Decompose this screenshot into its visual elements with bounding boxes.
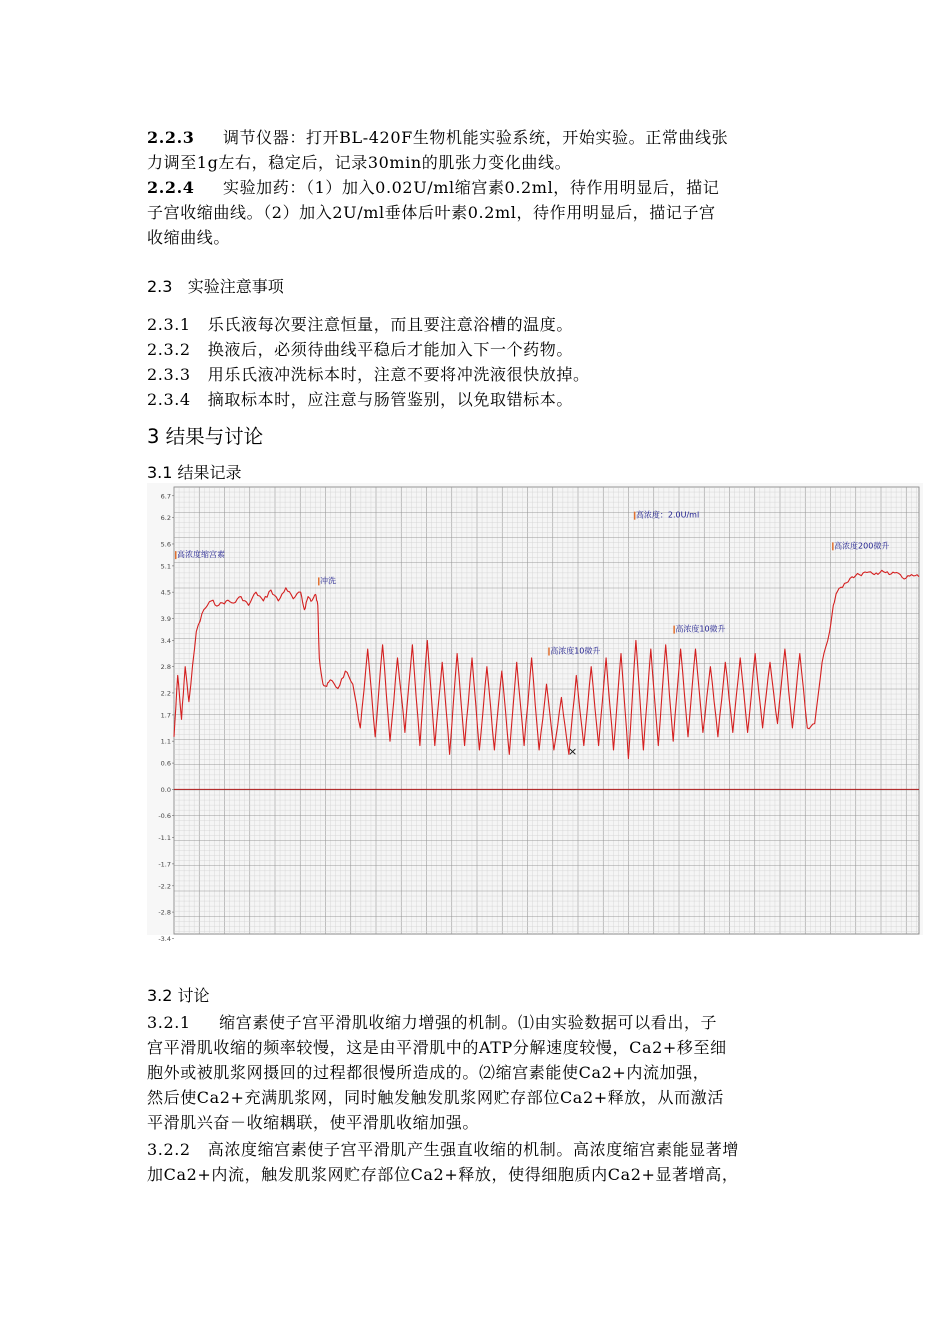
- plot-area: [174, 487, 919, 934]
- paragraph-line: 3.2.1 缩宫素使子宫平滑肌收缩力增强的机制。⑴由实验数据可以看出，子: [147, 1013, 718, 1032]
- list-item: 2.3.4 摘取标本时，应注意与肠管鉴别，以免取错标本。: [147, 390, 573, 409]
- section-number: 2.2.3: [147, 128, 195, 147]
- y-tick-label: 3.4: [160, 636, 171, 645]
- chart-svg: [147, 483, 923, 943]
- section-2-2-3: [147, 127, 728, 149]
- paragraph-line: 平滑肌兴奋－收缩耦联，使平滑肌收缩加强。: [147, 1113, 480, 1132]
- paragraph-text: 实验加药：（1）加入0.02U/ml缩宫素0.2ml，待作用明显后，描记: [222, 178, 720, 197]
- section-number: 2.2.4: [147, 178, 195, 197]
- list-item: 2.3.2 换液后，必须待曲线平稳后才能加入下一个药物。: [147, 340, 573, 359]
- y-tick-label: -2.2: [158, 882, 171, 891]
- list-item: 2.3.3 用乐氏液冲洗标本时，注意不要将冲洗液很快放掉。: [147, 365, 590, 384]
- event-marker: ×: [567, 745, 578, 759]
- y-tick-label: 6.7: [160, 492, 171, 501]
- annotation-label: 高浓度缩宫素: [176, 550, 225, 560]
- section-2-2-4: [147, 177, 719, 199]
- y-tick-label: 6.2: [160, 514, 171, 523]
- y-tick-label: 2.2: [160, 689, 171, 698]
- tension-recording-chart: [147, 483, 923, 943]
- annotation-label: 高浓度200微升: [834, 541, 890, 551]
- y-tick-label: -2.8: [158, 908, 171, 917]
- y-tick-label: 0.0: [160, 785, 171, 794]
- list-item: 2.3.1 乐氏液每次要注意恒量，而且要注意浴槽的温度。: [147, 315, 573, 334]
- paragraph-line: 宫平滑肌收缩的频率较慢，这是由平滑肌中的ATP分解速度较慢，Ca2+移至细: [147, 1038, 727, 1057]
- annotation-label: 高浓度10微升: [550, 646, 601, 656]
- paragraph-line: 胞外或被肌浆网摄回的过程都很慢所造成的。⑵缩宫素能使Ca2+内流加强，: [147, 1063, 710, 1082]
- annotation-label: 高浓度：2.0U/ml: [635, 510, 700, 520]
- paragraph-line: 加Ca2+内流，触发肌浆网贮存部位Ca2+释放，使得细胞质内Ca2+显著增高，: [147, 1165, 739, 1184]
- y-tick-label: 1.1: [160, 737, 171, 746]
- paragraph-line: 3.2.2 高浓度缩宫素使子宫平滑肌产生强直收缩的机制。高浓度缩宫素能显著增: [147, 1140, 739, 1159]
- annotation-label: 冲洗: [320, 576, 337, 586]
- paragraph-line: 然后使Ca2+充满肌浆网，同时触发触发肌浆网贮存部位Ca2+释放，从而激活: [147, 1088, 724, 1107]
- y-tick-label: -0.6: [158, 812, 171, 821]
- paragraph-text: 力调至1g左右，稳定后，记录30min的肌张力变化曲线。: [147, 153, 572, 172]
- y-tick-label: -1.1: [158, 834, 171, 843]
- y-tick-label: 1.7: [160, 711, 171, 720]
- section-heading-2-3: 2.3 实验注意事项: [147, 277, 284, 296]
- y-tick-label: -3.4: [158, 934, 171, 943]
- paragraph-text: 子宫收缩曲线。（2）加入2U/ml垂体后叶素0.2ml，待作用明显后，描记子宫: [147, 203, 716, 222]
- section-heading-3-2: 3.2 讨论: [147, 986, 210, 1005]
- y-tick-label: 4.5: [160, 588, 171, 597]
- paragraph-text: 调节仪器：打开BL-420F生物机能实验系统，开始实验。正常曲线张: [222, 128, 729, 147]
- section-heading-3: 3 结果与讨论: [147, 425, 264, 448]
- y-tick-label: 2.8: [160, 663, 171, 672]
- y-tick-label: 3.9: [160, 614, 171, 623]
- annotation-label: 高浓度10微升: [675, 624, 726, 634]
- section-heading-3-1: 3.1 结果记录: [147, 463, 242, 482]
- y-tick-label: 0.6: [160, 759, 171, 768]
- paragraph-text: 收缩曲线。: [147, 228, 231, 247]
- y-tick-label: -1.7: [158, 860, 171, 869]
- y-tick-label: 5.6: [160, 540, 171, 549]
- y-tick-label: 5.1: [160, 562, 171, 571]
